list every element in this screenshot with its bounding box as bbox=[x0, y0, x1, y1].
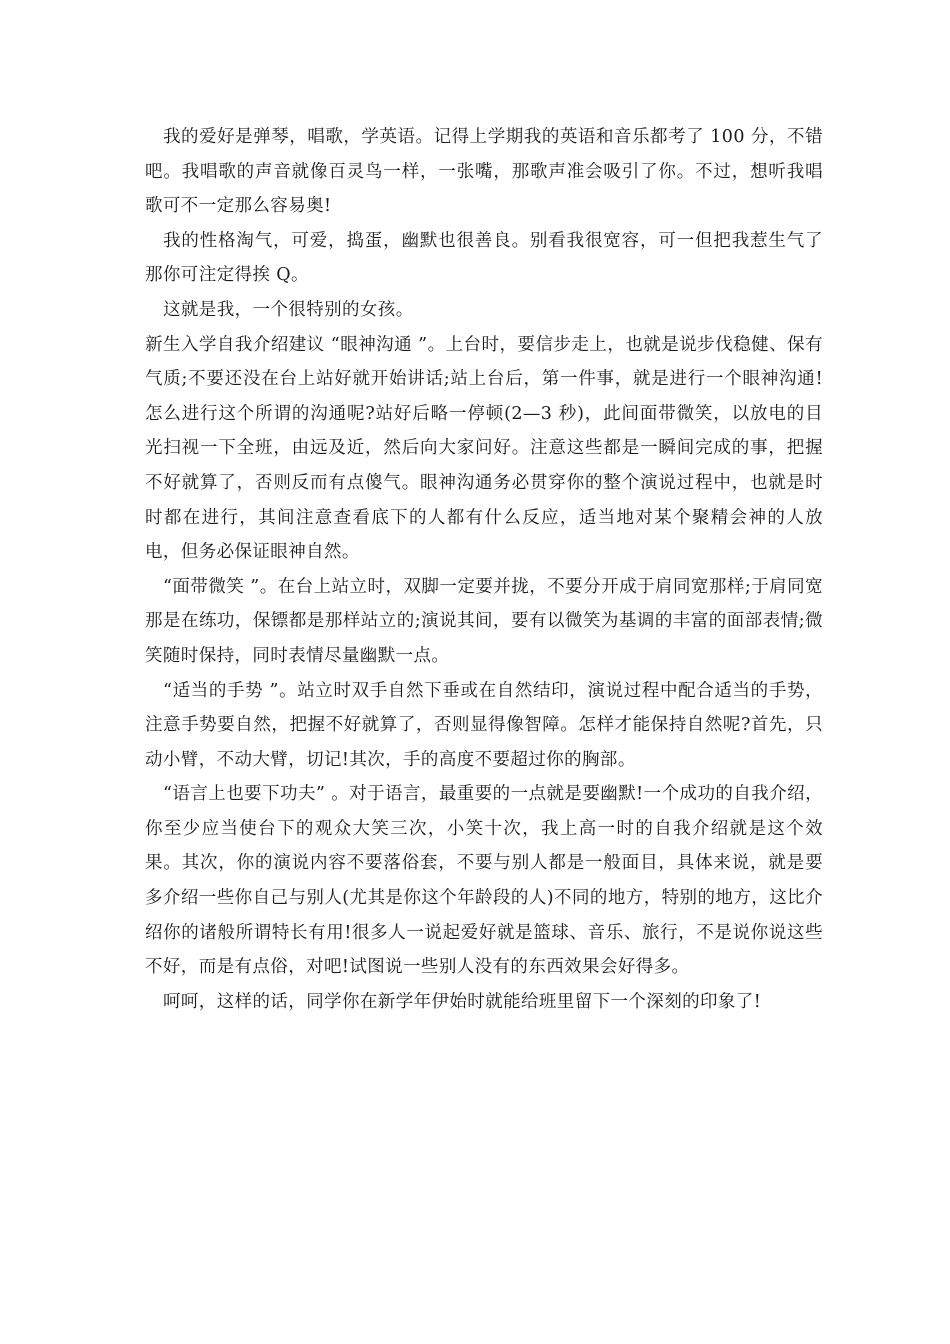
paragraph-eye-contact: 新生入学自我介绍建议 “眼神沟通 ”。上台时，要信步走上，也就是说步伐稳健、保有气质;不要还没在台上站好就开始讲话;站上台后，第一件事，就是进行一个眼神沟通!怎么进行这个所谓的沟通呢?站好后略一停顿(2—3 秒)，此间面带微笑，以放电的目光扫视一下全班，由远及近，然后向大家问好。注意这些都是一瞬间完成的事，把握不好就算了，否则反而有点傻气。眼神沟通务必贯穿你的整个演说过程中，也就是时时都在进行，其间注意查看底下的人都有什么反应，适当地对某个聚精会神的人放电，但务必保证眼神自然。 bbox=[145, 334, 823, 563]
paragraph-closing-self: 这就是我，一个很特别的女孩。 bbox=[163, 299, 414, 320]
paragraph-gestures: “适当的手势 ”。站立时双手自然下垂或在自然结印，演说过程中配合适当的手势，注意手势要自然，把握不好就算了，否则显得像智障。怎样才能保持自然呢?首先，只动小臂，不动大臂，切记!其次，手的高度不要超过你的胸部。 bbox=[145, 680, 823, 770]
paragraph-hobbies: 我的爱好是弹琴，唱歌，学英语。记得上学期我的英语和音乐都考了 100 分，不错吧。我唱歌的声音就像百灵鸟一样，一张嘴，那歌声准会吸引了你。不过，想听我唱歌可不一定那么容易奥! bbox=[145, 127, 823, 217]
document-body bbox=[145, 120, 823, 1019]
paragraph-language: “语言上也要下功夫” 。对于语言，最重要的一点就是要幽默!一个成功的自我介绍，你至少应当使台下的观众大笑三次，小笑十次，我上高一时的自我介绍就是这个效果。其次，你的演说内容不要落俗套，不要与别人都是一般面目，具体来说，就是要多介绍一些你自己与别人(尤其是你这个年龄段的人)不同的地方，特别的地方，这比介绍你的诸般所谓特长有用!很多人一说起爱好就是篮球、音乐、旅行，不是说你说这些不好，而是有点俗，对吧!试图说一些别人没有的东西效果会好得多。 bbox=[145, 784, 823, 978]
paragraph-personality: 我的性格淘气，可爱，捣蛋，幽默也很善良。别看我很宽容，可一但把我惹生气了那你可注定得挨 Q。 bbox=[145, 230, 823, 286]
paragraph-smile: “面带微笑 ”。在台上站立时，双脚一定要并拢，不要分开成于肩同宽那样;于肩同宽那是在练功，保镖都是那样站立的;演说其间，要有以微笑为基调的丰富的面部表情;微笑随时保持，同时表情尽量幽默一点。 bbox=[145, 576, 823, 666]
paragraph-conclusion: 呵呵，这样的话，同学你在新学年伊始时就能给班里留下一个深刻的印象了! bbox=[163, 991, 762, 1012]
